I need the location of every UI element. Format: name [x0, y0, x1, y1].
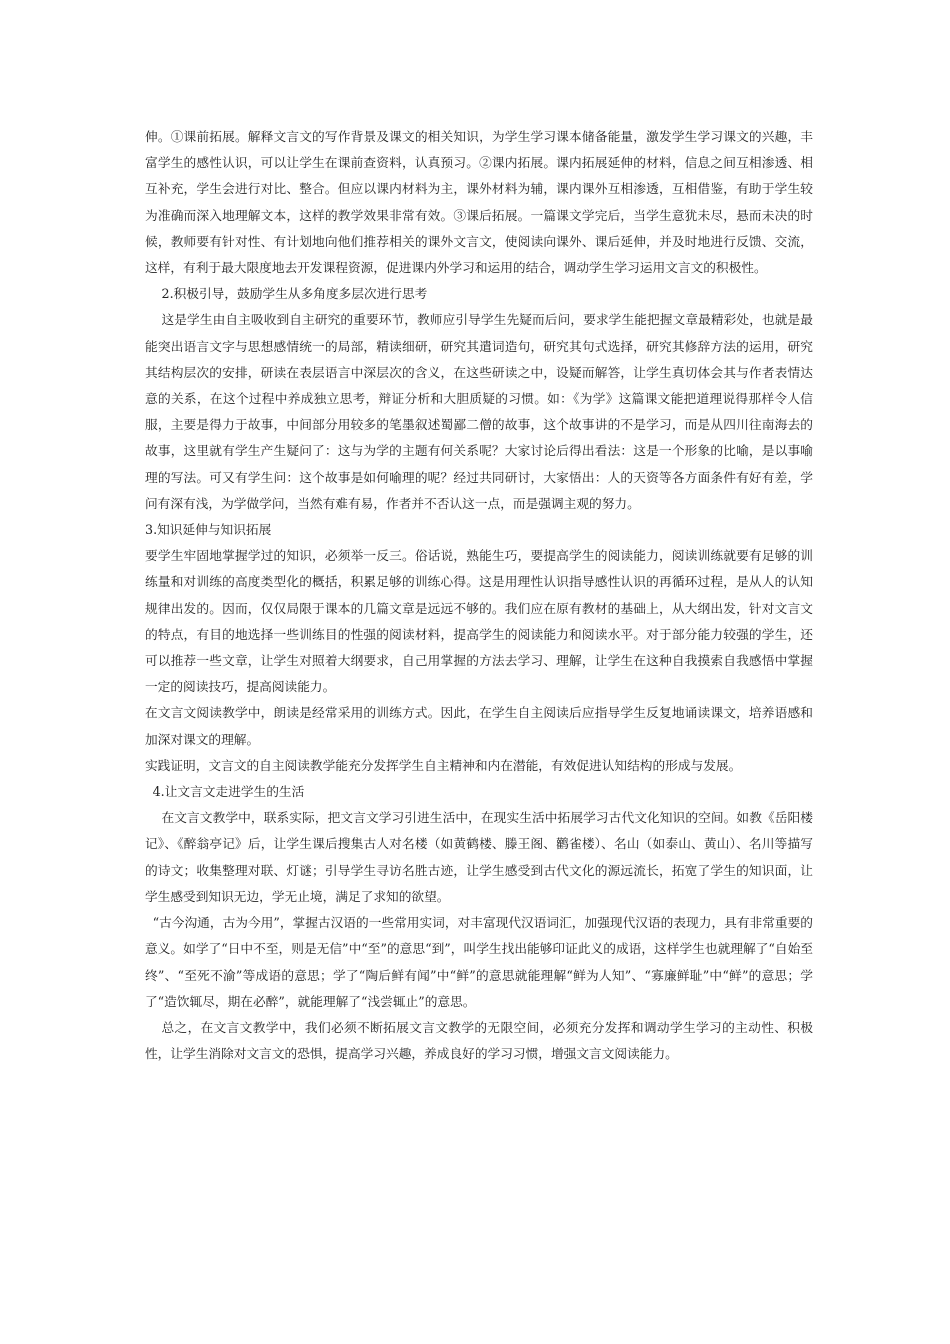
paragraph-ancient-modern: “古今沟通，古为今用”，掌握古汉语的一些常用实词，对丰富现代汉语词汇，加强现代汉语的表现力，具有非常重要的意义。如学了“日中不至，则是无信”中“至”的意思“到”，叫学生找出能够印证此义的成语，这样学生也就理解了“自始至终”、“至死不渝”等成语的意思；学了“陶后鲜有闻”中“鲜”的意思就能理解“鲜为人知”、“寡廉鲜耻”中“鲜”的意思；学了“造饮辄尽，期在必醉”，就能理解了“浅尝辄止”的意思。 [145, 915, 813, 1009]
paragraph-practice-proof: 实践证明，文言文的自主阅读教学能充分发挥学生自主精神和内在潜能，有效促进认知结构的形成与发展。 [145, 757, 742, 773]
paragraph-knowledge-extension: 要学生牢固地掌握学过的知识，必须举一反三。俗话说，熟能生巧，要提高学生的阅读能力，阅读训练就要有足够的训练量和对训练的高度类型化的概括，积累足够的训练心得。这是用理性认识指导感性认识的再循环过程，是从人的认知规律出发的。因而，仅仅局限于课本的几篇文章是远远不够的。我们应在原有教材的基础上，从大纲出发，针对文言文的特点，有目的地选择一些训练目的性强的阅读材料，提高学生的阅读能力和阅读水平。对于部分能力较强的学生，还可以推荐一些文章，让学生对照着大纲要求，自己用掌握的方法去学习、理解，让学生在这种自我摸索自我感悟中掌握一定的阅读技巧，提高阅读能力。 [145, 548, 813, 695]
heading-section-2: 2.积极引导，鼓励学生从多角度多层次进行思考 [161, 286, 428, 302]
paragraph-reading-aloud: 在文言文阅读教学中，朗读是经常采用的训练方式。因此，在学生自主阅读后应指导学生反复地诵读课文，培养语感和加深对课文的理解。 [145, 705, 813, 747]
document-body [145, 124, 813, 1067]
paragraph-conclusion: 总之，在文言文教学中，我们必须不断拓展文言文教学的无限空间，必须充分发挥和调动学生学习的主动性、积极性，让学生消除对文言文的恐惧，提高学习兴趣，养成良好的学习习惯，增强文言文阅读能力。 [145, 1019, 813, 1062]
heading-section-4: 4.让文言文走进学生的生活 [152, 784, 305, 800]
paragraph-guided-thinking: 这是学生由自主吸收到自主研究的重要环节，教师应引导学生先疑而后问，要求学生能把握文章最精彩处，也就是最能突出语言文字与思想感情统一的局部，精读细研，研究其遣词造句，研究其句式选择，研究其修辞方法的运用，研究其结构层次的安排，研读在表层语言中深层次的含义，在这些研读之中，设疑而解答，让学生真切体会其与作者表情达意的关系，在这个过程中养成独立思考，辩证分析和大胆质疑的习惯。如：《为学》这篇课文能把道理说得那样令人信服，主要是得力于故事，中间部分用较多的笔墨叙述蜀鄙二僧的故事，这个故事讲的不是学习，而是从四川往南海去的故事，这里就有学生产生疑问了：这与为学的主题有何关系呢？大家讨论后得出看法：这是一个形象的比喻，是以事喻理的写法。可又有学生问：这个故事是如何喻理的呢？经过共同研讨，大家悟出：人的天资等各方面条件有好有差，学问有深有浅，为学做学问，当然有难有易，作者并不否认这一点，而是强调主观的努力。 [145, 312, 813, 511]
paragraph-course-extension: 伸。①课前拓展。解释文言文的写作背景及课文的相关知识，为学生学习课本储备能量，激发学生学习课文的兴趣，丰富学生的感性认识，可以让学生在课前查资料，认真预习。②课内拓展。课内拓展延伸的材料，信息之间互相渗透、相互补充，学生会进行对比、整合。但应以课内材料为主，课外材料为辅，课内课外互相渗透，互相借鉴，有助于学生较为准确而深入地理解文本，这样的教学效果非常有效。③课后拓展。一篇课文学完后，当学生意犹未尽，悬而未决的时候，教师要有针对性、有计划地向他们推荐相关的课外文言文，使阅读向课外、课后延伸，并及时地进行反馈、交流，这样，有利于最大限度地去开发课程资源，促进课内外学习和运用的结合，调动学生学习运用文言文的积极性。 [145, 129, 813, 276]
heading-section-3: 3.知识延伸与知识拓展 [145, 522, 272, 538]
paragraph-life-connection: 在文言文教学中，联系实际，把文言文学习引进生活中，在现实生活中拓展学习古代文化知识的空间。如教《岳阳楼记》、《醉翁亭记》后，让学生课后搜集古人对名楼（如黄鹤楼、滕王阁、鹳雀楼）、名山（如泰山、黄山）、名川等描写的诗文；收集整理对联、灯谜；引导学生寻访名胜古迹，让学生感受到古代文化的源远流长，拓宽了学生的知识面，让学生感受到知识无边，学无止境，满足了求知的欲望。 [145, 810, 813, 904]
